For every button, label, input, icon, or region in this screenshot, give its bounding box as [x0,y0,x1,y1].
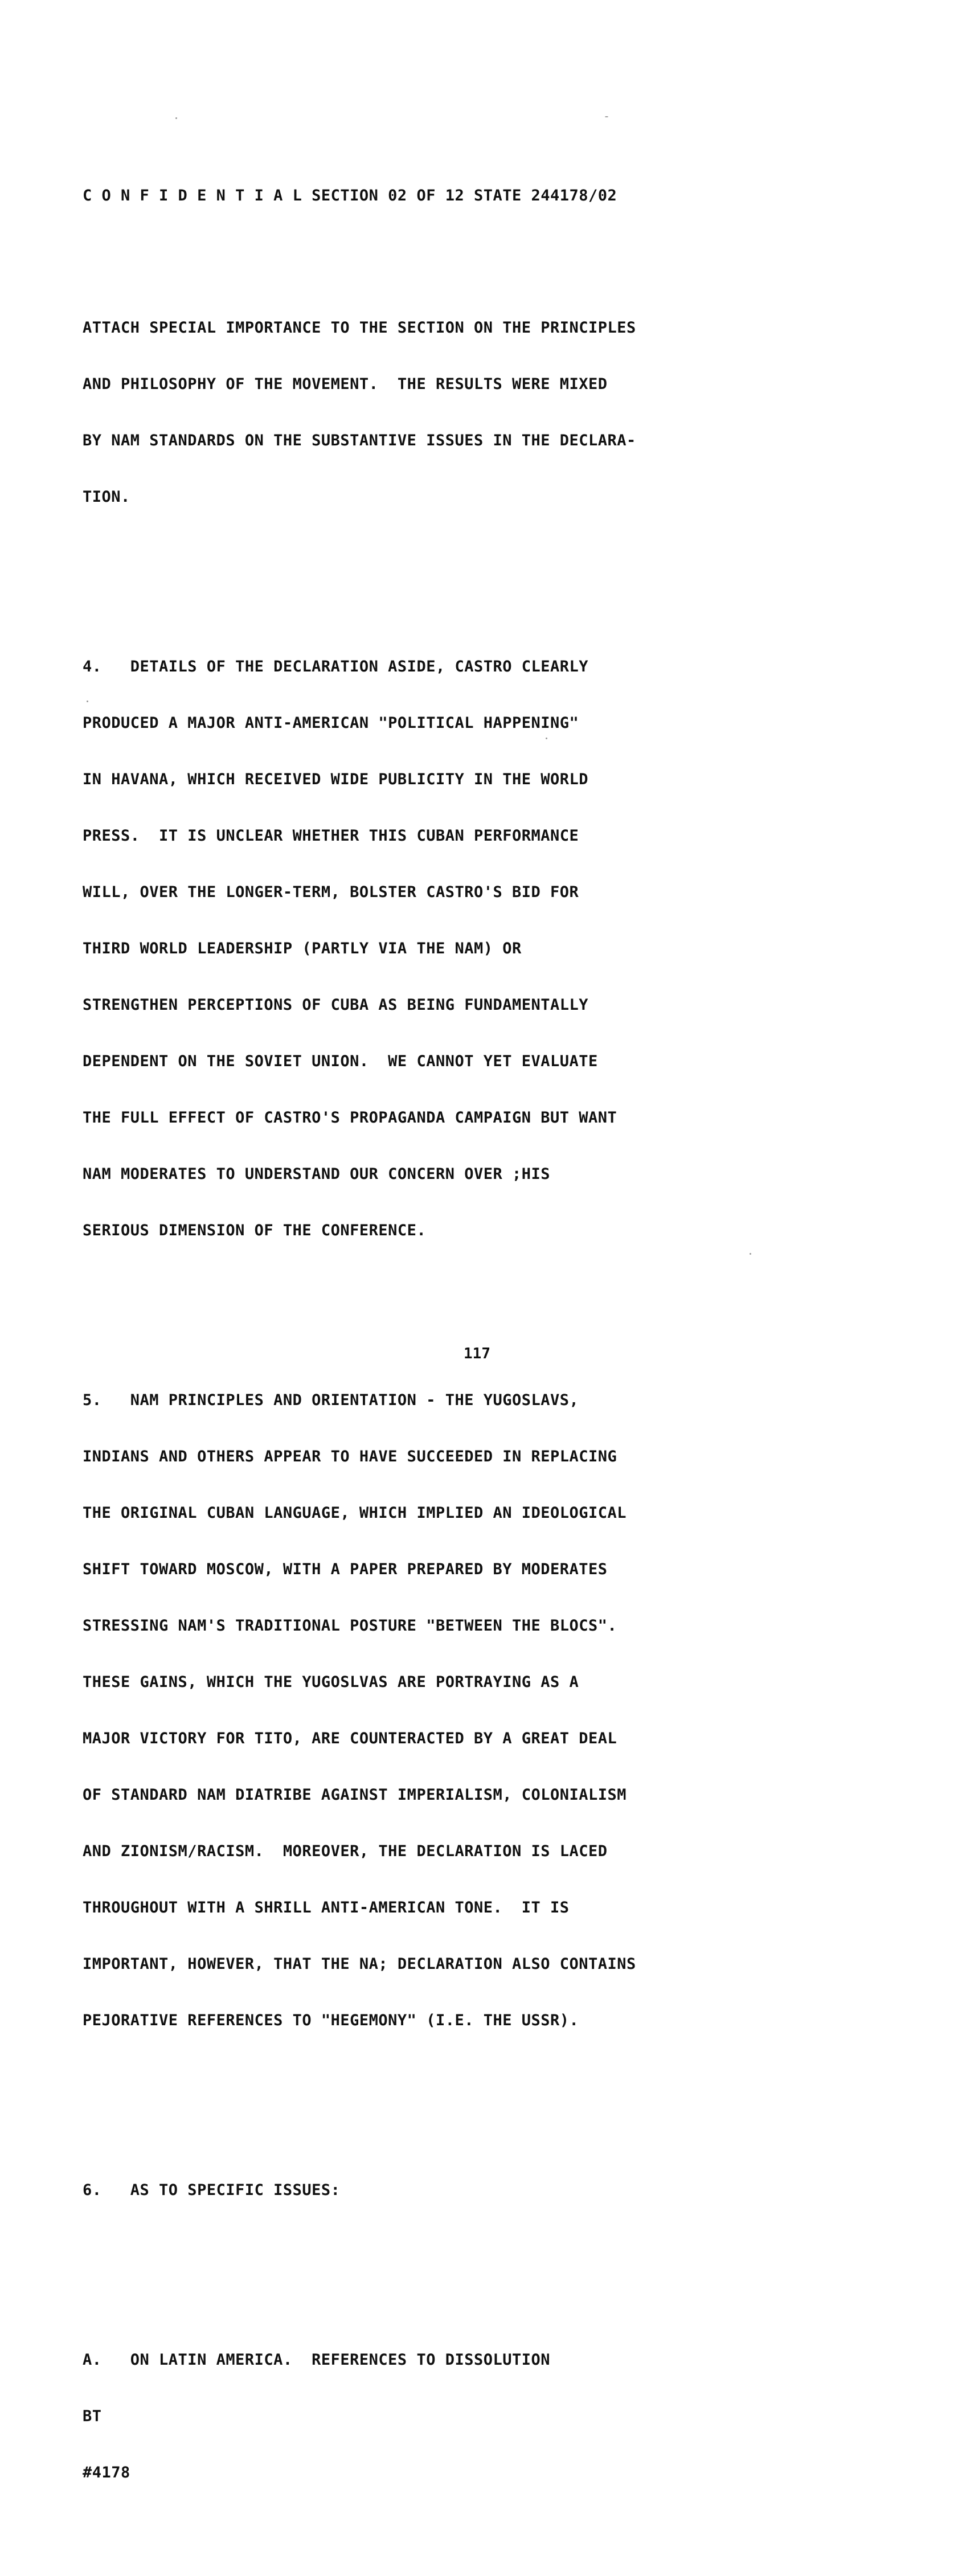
text-line: MAJOR VICTORY FOR TITO, ARE COUNTERACTED BY A GREAT DEAL [83,1730,617,1747]
scan-speck [605,116,608,117]
text-line: IMPORTANT, HOWEVER, THAT THE NA; DECLARATION ALSO CONTAINS [83,1955,636,1973]
text-line: THE ORIGINAL CUBAN LANGUAGE, WHICH IMPLIED AN IDEOLOGICAL [83,1504,627,1522]
text-line: NAM MODERATES TO UNDERSTAND OUR CONCERN OVER ;HIS [83,1165,551,1183]
text-line: WILL, OVER THE LONGER-TERM, BOLSTER CASTRO'S BID FOR [83,883,579,901]
text-line: 6. AS TO SPECIFIC ISSUES: [83,2181,341,2199]
scan-speck [546,738,547,739]
text-line: BY NAM STANDARDS ON THE SUBSTANTIVE ISSUES IN THE DECLARA- [83,432,636,449]
text-line: STRENGTHEN PERCEPTIONS OF CUBA AS BEING FUNDAMENTALLY [83,996,589,1014]
text-line: DEPENDENT ON THE SOVIET UNION. WE CANNOT YET EVALUATE [83,1052,598,1070]
paragraph-6 [83,2143,846,2237]
paragraph-4 [83,620,846,1277]
paragraph-intro [83,281,846,544]
scan-speck [175,117,177,119]
text-line: THIRD WORLD LEADERSHIP (PARTLY VIA THE NAM) OR [83,940,522,957]
text-line: OF STANDARD NAM DIATRIBE AGAINST IMPERIALISM, COLONIALISM [83,1786,627,1804]
message-number: #4178 [83,2464,130,2481]
classification-header: C O N F I D E N T I A L SECTION 02 OF 12 STATE 244178/02 [83,187,617,204]
text-line: 4. DETAILS OF THE DECLARATION ASIDE, CASTRO CLEARLY [83,658,589,675]
text-line: AND ZIONISM/RACISM. MOREOVER, THE DECLARATION IS LACED [83,1842,608,1860]
cable-trailer [83,2313,846,2520]
text-line: THESE GAINS, WHICH THE YUGOSLVAS ARE PORTRAYING AS A [83,1673,579,1691]
text-line: THE FULL EFFECT OF CASTRO'S PROPAGANDA CAMPAIGN BUT WANT [83,1109,617,1127]
text-line: 5. NAM PRINCIPLES AND ORIENTATION - THE YUGOSLAVS, [83,1391,579,1409]
scan-speck [750,1253,751,1255]
break-marker: BT [83,2407,102,2425]
text-line: IN HAVANA, WHICH RECEIVED WIDE PUBLICITY IN THE WORLD [83,771,589,788]
text-line: AND PHILOSOPHY OF THE MOVEMENT. THE RESULTS WERE MIXED [83,375,608,393]
text-line: THROUGHOUT WITH A SHRILL ANTI-AMERICAN TONE. IT IS [83,1899,570,1916]
text-line: PRODUCED A MAJOR ANTI-AMERICAN "POLITICAL HAPPENING" [83,714,579,732]
text-line: TION. [83,488,130,506]
text-line: PEJORATIVE REFERENCES TO "HEGEMONY" (I.E. THE USSR). [83,2012,579,2029]
page-number: 117 [464,1345,490,1362]
text-line: SERIOUS DIMENSION OF THE CONFERENCE. [83,1222,427,1239]
text-line: PRESS. IT IS UNCLEAR WHETHER THIS CUBAN PERFORMANCE [83,827,579,845]
paragraph-5 [83,1353,846,2067]
text-line: SHIFT TOWARD MOSCOW, WITH A PAPER PREPARED BY MODERATES [83,1561,608,1578]
text-line: STRESSING NAM'S TRADITIONAL POSTURE "BETWEEN THE BLOCS". [83,1617,617,1635]
text-line: INDIANS AND OTHERS APPEAR TO HAVE SUCCEEDED IN REPLACING [83,1448,617,1465]
text-line: A. ON LATIN AMERICA. REFERENCES TO DISSOLUTION [83,2351,551,2369]
scan-speck [87,701,88,702]
text-line: ATTACH SPECIAL IMPORTANCE TO THE SECTION ON THE PRINCIPLES [83,319,636,337]
